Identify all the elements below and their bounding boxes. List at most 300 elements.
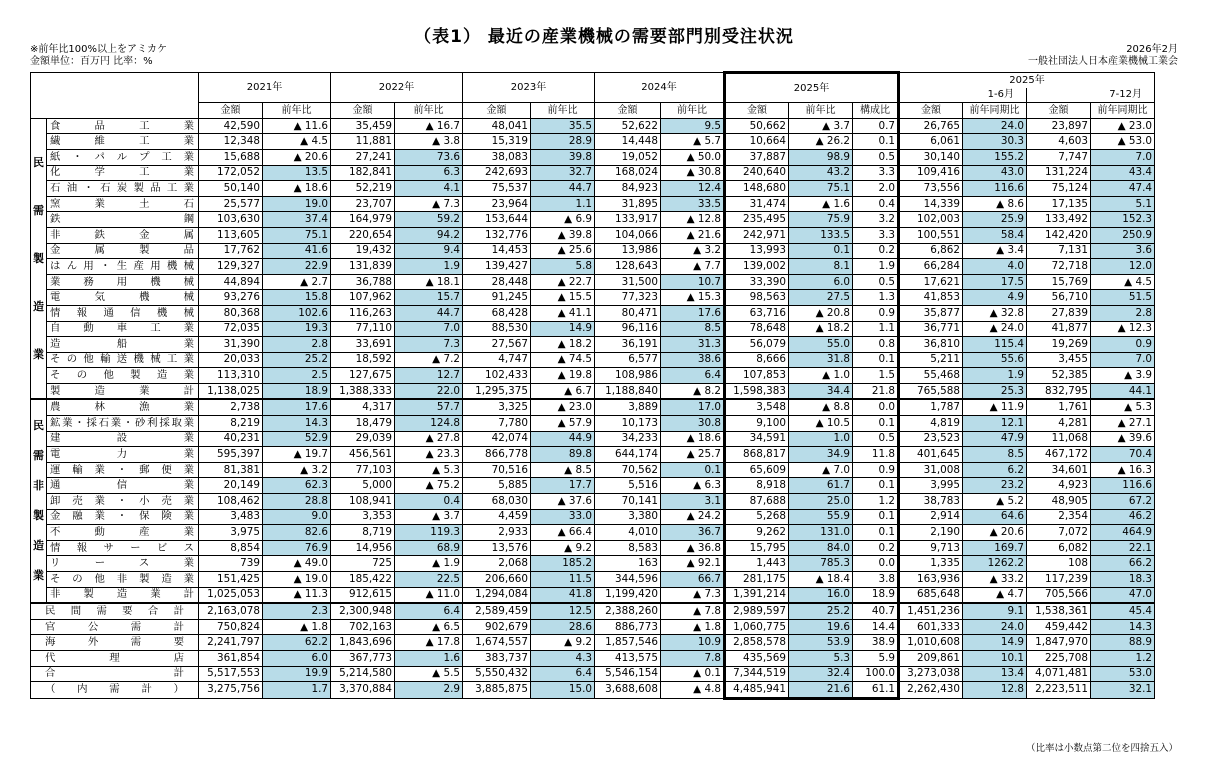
table-cell: ▲ 6.3 [661, 478, 725, 494]
table-cell: 82.6 [263, 525, 331, 541]
table-cell: 912,615 [331, 587, 395, 603]
table-row [31, 149, 1155, 165]
table-cell: 9.0 [263, 509, 331, 525]
table-cell: 4.0 [963, 259, 1027, 275]
table-cell: ▲ 39.8 [531, 227, 595, 243]
table-cell: ▲ 23.3 [395, 447, 463, 463]
table-cell: 14,453 [463, 243, 531, 259]
table-cell: 31,390 [199, 337, 263, 353]
table-cell: 23,523 [899, 431, 963, 447]
table-cell: 21.6 [789, 682, 853, 699]
table-cell: 3,370,884 [331, 682, 395, 699]
org-label: 一般社団法人日本産業機械工業会 [1028, 56, 1178, 67]
table-cell: 10.9 [661, 635, 725, 651]
table-cell: 3,325 [463, 399, 531, 415]
table-cell: 44.9 [531, 431, 595, 447]
table-row [31, 509, 1155, 525]
table-cell: 13,576 [463, 540, 531, 556]
table-cell: 76.9 [263, 540, 331, 556]
header-year-2021: 2021年 [199, 73, 331, 103]
table-cell: 15.7 [395, 290, 463, 306]
table-cell: 93,276 [199, 290, 263, 306]
column-header: 金額 [199, 103, 263, 119]
table-cell: 84,923 [595, 181, 661, 197]
table-cell: 6,577 [595, 352, 661, 368]
table-cell: 22.1 [1091, 540, 1155, 556]
table-cell: ▲ 5.3 [395, 462, 463, 478]
table-cell: 163,936 [899, 572, 963, 588]
table-cell: 20,033 [199, 352, 263, 368]
table-cell: 27,567 [463, 337, 531, 353]
table-row [31, 462, 1155, 478]
table-cell: 34,233 [595, 431, 661, 447]
table-cell: 56,079 [725, 337, 789, 353]
table-cell: 57.7 [395, 399, 463, 415]
table-cell: 5.3 [789, 650, 853, 666]
table-cell: 2,300,948 [331, 603, 395, 619]
table-cell: 4,281 [1027, 416, 1091, 432]
orders-table [30, 71, 1155, 700]
table-cell: 116.6 [1091, 478, 1155, 494]
table-cell: 1.1 [853, 321, 899, 337]
row-label: 運輸業・郵便業 [47, 462, 199, 478]
table-cell: 36.7 [661, 525, 725, 541]
table-cell: 8.5 [963, 447, 1027, 463]
table-cell: 63,716 [725, 305, 789, 321]
table-cell: 27.5 [789, 290, 853, 306]
table-cell: ▲ 20.6 [963, 525, 1027, 541]
table-row [31, 619, 1155, 635]
table-cell: 100.0 [853, 666, 899, 682]
table-cell: 5,546,154 [595, 666, 661, 682]
table-cell: 1,857,546 [595, 635, 661, 651]
header-year-2022: 2022年 [331, 73, 463, 103]
table-cell: 48,041 [463, 118, 531, 134]
table-cell: 17,135 [1027, 196, 1091, 212]
table-cell: 148,680 [725, 181, 789, 197]
table-cell: 18.9 [853, 587, 899, 603]
table-cell: 4,819 [899, 416, 963, 432]
table-cell: 28.6 [531, 619, 595, 635]
table-cell: ▲ 7.3 [395, 196, 463, 212]
table-cell: 1,388,333 [331, 383, 395, 399]
table-cell: 11,068 [1027, 431, 1091, 447]
table-cell: ▲ 8.2 [661, 383, 725, 399]
table-cell: ▲ 6.5 [395, 619, 463, 635]
table-cell: ▲ 1.8 [661, 619, 725, 635]
table-cell: ▲ 26.2 [789, 134, 853, 150]
table-cell: 163 [595, 556, 661, 572]
table-row [31, 321, 1155, 337]
table-cell: 1,761 [1027, 399, 1091, 415]
table-row [31, 212, 1155, 228]
table-cell: 34,591 [725, 431, 789, 447]
table-cell: 7.8 [661, 650, 725, 666]
table-cell: ▲ 11.0 [395, 587, 463, 603]
table-cell: 17.6 [263, 399, 331, 415]
table-row [31, 165, 1155, 181]
table-cell: 367,773 [331, 650, 395, 666]
table-cell: 27,241 [331, 149, 395, 165]
table-cell: 133,492 [1027, 212, 1091, 228]
row-label: 農林漁業 [47, 399, 199, 415]
table-cell: 70.4 [1091, 447, 1155, 463]
header-year-2023: 2023年 [463, 73, 595, 103]
table-cell: 8,666 [725, 352, 789, 368]
table-cell: 15,769 [1027, 274, 1091, 290]
table-cell: 15,795 [725, 540, 789, 556]
table-cell: 5,550,432 [463, 666, 531, 682]
table-cell: ▲ 6.7 [531, 383, 595, 399]
table-cell: 595,397 [199, 447, 263, 463]
table-row [31, 572, 1155, 588]
table-cell: 3,273,038 [899, 666, 963, 682]
table-cell: 73,556 [899, 181, 963, 197]
table-cell: ▲ 57.9 [531, 416, 595, 432]
table-cell: 34.9 [789, 447, 853, 463]
table-cell: 1,391,214 [725, 587, 789, 603]
table-cell: 77,103 [331, 462, 395, 478]
table-cell: ▲ 50.0 [661, 149, 725, 165]
table-cell: 55,468 [899, 368, 963, 384]
table-cell: 72,035 [199, 321, 263, 337]
table-cell: 240,640 [725, 165, 789, 181]
table-cell: 1,847,970 [1027, 635, 1091, 651]
table-cell: 25,577 [199, 196, 263, 212]
table-cell: 72,718 [1027, 259, 1091, 275]
table-cell: 55.9 [789, 509, 853, 525]
table-cell: 56,710 [1027, 290, 1091, 306]
row-label: 造船業 [47, 337, 199, 353]
table-cell: ▲ 20.6 [263, 149, 331, 165]
table-cell: 6,082 [1027, 540, 1091, 556]
table-cell: ▲ 1.8 [263, 619, 331, 635]
table-cell: 0.0 [853, 556, 899, 572]
table-cell: ▲ 7.0 [789, 462, 853, 478]
table-cell: 10.1 [963, 650, 1027, 666]
table-cell: 103,630 [199, 212, 263, 228]
table-cell: 14.9 [963, 635, 1027, 651]
table-cell: 868,817 [725, 447, 789, 463]
table-cell: 866,778 [463, 447, 531, 463]
table-cell: ▲ 49.0 [263, 556, 331, 572]
table-cell: 66.7 [661, 572, 725, 588]
table-cell: 66,284 [899, 259, 963, 275]
shading-note: ※前年比100%以上をアミカケ [30, 44, 167, 55]
table-cell: 25.2 [789, 603, 853, 619]
table-cell: 19.9 [263, 666, 331, 682]
table-cell: 0.5 [853, 274, 899, 290]
table-cell: 185.2 [531, 556, 595, 572]
table-cell: ▲ 23.0 [531, 399, 595, 415]
table-cell: 5,517,553 [199, 666, 263, 682]
table-cell: 3.8 [853, 572, 899, 588]
table-cell: 1.2 [853, 494, 899, 510]
table-row [31, 274, 1155, 290]
group-char: 製 [33, 509, 44, 523]
table-cell: 31,895 [595, 196, 661, 212]
table-cell: 107,853 [725, 368, 789, 384]
table-cell: 1,538,361 [1027, 603, 1091, 619]
table-cell: 644,174 [595, 447, 661, 463]
table-cell: 14,448 [595, 134, 661, 150]
column-header: 前年同期比 [1091, 103, 1155, 119]
table-cell: 8,583 [595, 540, 661, 556]
table-row [31, 650, 1155, 666]
date-label: 2026年2月 [1126, 44, 1178, 55]
table-cell: 38.6 [661, 352, 725, 368]
table-cell: ▲ 74.5 [531, 352, 595, 368]
table-cell: 5,214,580 [331, 666, 395, 682]
table-cell: 26,765 [899, 118, 963, 134]
header-corner [31, 73, 199, 119]
column-header: 金額 [725, 103, 789, 119]
table-cell: 18,479 [331, 416, 395, 432]
table-cell: ▲ 66.4 [531, 525, 595, 541]
table-row [31, 118, 1155, 134]
table-cell: 133,917 [595, 212, 661, 228]
table-cell: 50,140 [199, 181, 263, 197]
group-char: 業 [33, 347, 44, 361]
table-cell: 24.0 [963, 619, 1027, 635]
table-row [31, 682, 1155, 699]
table-cell: 2,914 [899, 509, 963, 525]
table-cell: 9.1 [963, 603, 1027, 619]
table-cell: 4,603 [1027, 134, 1091, 150]
table-cell: 38,083 [463, 149, 531, 165]
table-cell: 107,962 [331, 290, 395, 306]
table-cell: 8,918 [725, 478, 789, 494]
table-cell: 1,199,420 [595, 587, 661, 603]
table-cell: 44,894 [199, 274, 263, 290]
table-cell: ▲ 41.1 [531, 305, 595, 321]
table-cell: ▲ 33.2 [963, 572, 1027, 588]
table-cell: 3,483 [199, 509, 263, 525]
table-cell: 39.8 [531, 149, 595, 165]
table-cell: ▲ 5.2 [963, 494, 1027, 510]
table-cell: 52,622 [595, 118, 661, 134]
table-cell: 20,149 [199, 478, 263, 494]
rounding-note: （比率は小数点第二位を四捨五入） [1025, 743, 1178, 754]
table-cell: 38,783 [899, 494, 963, 510]
table-row [31, 478, 1155, 494]
table-cell: 3,975 [199, 525, 263, 541]
table-cell: 31.3 [661, 337, 725, 353]
table-cell: 155.2 [963, 149, 1027, 165]
table-cell: 413,575 [595, 650, 661, 666]
table-cell: 1,598,383 [725, 383, 789, 399]
table-cell: 344,596 [595, 572, 661, 588]
header-half-2: 7-12月 [1027, 88, 1155, 103]
unit-note: 金額単位：百万円 比率：% [30, 56, 153, 67]
table-row [31, 227, 1155, 243]
table-cell: 182,841 [331, 165, 395, 181]
table-cell: 28.8 [263, 494, 331, 510]
table-cell: 4,747 [463, 352, 531, 368]
table-cell: 47.9 [963, 431, 1027, 447]
table-cell: 108,986 [595, 368, 661, 384]
table-cell: 3,353 [331, 509, 395, 525]
table-cell: 2,262,430 [899, 682, 963, 699]
table-cell: 46.2 [1091, 509, 1155, 525]
table-cell: 12.4 [661, 181, 725, 197]
table-cell: 0.8 [853, 337, 899, 353]
table-cell: ▲ 16.7 [395, 118, 463, 134]
table-cell: ▲ 15.5 [531, 290, 595, 306]
table-cell: 702,163 [331, 619, 395, 635]
table-cell: 11.8 [853, 447, 899, 463]
table-cell: 88.9 [1091, 635, 1155, 651]
table-cell: 104,066 [595, 227, 661, 243]
table-cell: 10.7 [661, 274, 725, 290]
table-cell: 113,605 [199, 227, 263, 243]
table-cell: 14.9 [531, 321, 595, 337]
table-cell: 14.3 [263, 416, 331, 432]
table-cell: 152.3 [1091, 212, 1155, 228]
table-cell: 0.7 [853, 118, 899, 134]
table-cell: 142,420 [1027, 227, 1091, 243]
table-cell: 70,516 [463, 462, 531, 478]
table-cell: 41,853 [899, 290, 963, 306]
table-cell: 9,100 [725, 416, 789, 432]
table-cell: 5.8 [531, 259, 595, 275]
table-cell: 19,432 [331, 243, 395, 259]
row-label: 食品工業 [47, 118, 199, 134]
table-cell: 89.8 [531, 447, 595, 463]
table-cell: 7,747 [1027, 149, 1091, 165]
table-cell: 750,824 [199, 619, 263, 635]
table-cell: 131,224 [1027, 165, 1091, 181]
table-cell: 40,231 [199, 431, 263, 447]
table-cell: 13.4 [963, 666, 1027, 682]
table-cell: ▲ 7.3 [661, 587, 725, 603]
table-cell: 40.7 [853, 603, 899, 619]
table-row [31, 666, 1155, 682]
table-cell: 168,024 [595, 165, 661, 181]
table-cell: 48,905 [1027, 494, 1091, 510]
table-cell: ▲ 18.6 [263, 181, 331, 197]
table-cell: 36,810 [899, 337, 963, 353]
row-label: 官公需計 [31, 619, 199, 635]
table-cell: 68.9 [395, 540, 463, 556]
table-cell: 0.1 [853, 525, 899, 541]
table-cell: 64.6 [963, 509, 1027, 525]
table-cell: 1.2 [1091, 650, 1155, 666]
table-cell: 53.0 [1091, 666, 1155, 682]
table-cell: 51.5 [1091, 290, 1155, 306]
row-label: 繊維工業 [47, 134, 199, 150]
table-row [31, 368, 1155, 384]
table-cell: 14.3 [1091, 619, 1155, 635]
table-cell: 102,003 [899, 212, 963, 228]
table-cell: 5,885 [463, 478, 531, 494]
table-cell: 24.0 [963, 118, 1027, 134]
table-cell: ▲ 27.1 [1091, 416, 1155, 432]
table-cell: 3.6 [1091, 243, 1155, 259]
table-cell: 12.0 [1091, 259, 1155, 275]
table-row [31, 243, 1155, 259]
table-row [31, 399, 1155, 415]
table-cell: ▲ 1.6 [789, 196, 853, 212]
table-cell: 19.0 [263, 196, 331, 212]
table-cell: 1,451,236 [899, 603, 963, 619]
table-cell: ▲ 5.5 [395, 666, 463, 682]
table-cell: 8,854 [199, 540, 263, 556]
row-label: 通信業 [47, 478, 199, 494]
table-cell: 47.4 [1091, 181, 1155, 197]
table-cell: 0.1 [853, 478, 899, 494]
table-cell: 1,335 [899, 556, 963, 572]
column-header: 金額 [899, 103, 963, 119]
table-cell: 131,839 [331, 259, 395, 275]
column-header: 金額 [595, 103, 661, 119]
table-cell: 0.0 [853, 399, 899, 415]
table-cell: 15,319 [463, 134, 531, 150]
table-cell: 100,551 [899, 227, 963, 243]
table-cell: 3,455 [1027, 352, 1091, 368]
table-cell: 1,674,557 [463, 635, 531, 651]
table-cell: ▲ 7.2 [395, 352, 463, 368]
group-char: 需 [33, 449, 44, 463]
table-cell: 98,563 [725, 290, 789, 306]
table-row [31, 259, 1155, 275]
table-cell: 115.4 [963, 337, 1027, 353]
table-cell: 84.0 [789, 540, 853, 556]
table-cell: 2,933 [463, 525, 531, 541]
table-cell: 61.1 [853, 682, 899, 699]
row-label: 金融業・保険業 [47, 509, 199, 525]
table-cell: ▲ 0.1 [661, 666, 725, 682]
table-cell: 3,889 [595, 399, 661, 415]
table-cell: 1.5 [853, 368, 899, 384]
table-cell: 58.4 [963, 227, 1027, 243]
table-cell: 7,344,519 [725, 666, 789, 682]
table-cell: 1,294,084 [463, 587, 531, 603]
table-cell: 8.1 [789, 259, 853, 275]
table-cell: 14,956 [331, 540, 395, 556]
table-cell: 4.9 [963, 290, 1027, 306]
table-cell: 23,964 [463, 196, 531, 212]
table-cell: 77,110 [331, 321, 395, 337]
table-cell: 3.2 [853, 212, 899, 228]
table-row [31, 447, 1155, 463]
table-cell: ▲ 15.3 [661, 290, 725, 306]
row-label: リース業 [47, 556, 199, 572]
table-cell: 725 [331, 556, 395, 572]
table-cell: 66.2 [1091, 556, 1155, 572]
row-label: 石油・石炭製品工業 [47, 181, 199, 197]
table-cell: ▲ 12.8 [661, 212, 725, 228]
table-cell: 133.5 [789, 227, 853, 243]
table-cell: ▲ 39.6 [1091, 431, 1155, 447]
table-cell: 36,771 [899, 321, 963, 337]
table-cell: 29,039 [331, 431, 395, 447]
table-cell: 31,008 [899, 462, 963, 478]
table-cell: ▲ 32.8 [963, 305, 1027, 321]
group-char: 需 [33, 203, 44, 217]
table-cell: 2,989,597 [725, 603, 789, 619]
table-cell: 37.4 [263, 212, 331, 228]
table-cell: 17,762 [199, 243, 263, 259]
table-cell: ▲ 3.8 [395, 134, 463, 150]
header-year-2024: 2024年 [595, 73, 725, 103]
table-cell: ▲ 6.9 [531, 212, 595, 228]
table-cell: 30.8 [661, 416, 725, 432]
table-cell: 1,295,375 [463, 383, 531, 399]
table-cell: 383,737 [463, 650, 531, 666]
table-cell: 13,986 [595, 243, 661, 259]
table-cell: 1,188,840 [595, 383, 661, 399]
